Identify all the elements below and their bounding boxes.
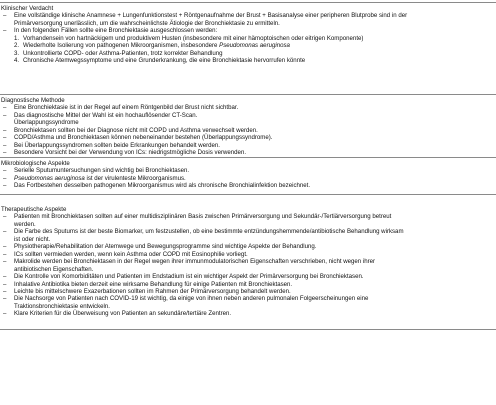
bullet-item: – Eine Bronchiektasie ist in der Regel auf einem Röntgenbild der Brust nicht sichtbar. xyxy=(0,104,496,111)
section-klinischer-verdacht xyxy=(0,5,496,65)
section-divider xyxy=(0,194,496,195)
section-divider xyxy=(0,94,496,95)
bullet-item: – COPD/Asthma und Bronchiektasen können nebeneinander bestehen (Überlappungssyndrome). xyxy=(0,134,496,141)
organism-name-italic: Pseudomonas aeruginosa xyxy=(14,174,85,182)
bullet-item: – Inhalative Antibiotika bieten derzeit eine wirksame Behandlung für einige Patienten mit Bronchiektasen. xyxy=(0,281,496,288)
bullet-item: – Eine vollständige klinische Anamnese + Lungenfunktionstest + Röntgenaufnahme der Brust + Basisanalyse einer peripheren Blutprobe sind in der xyxy=(0,12,496,19)
section-heading: Mikrobiologische Aspekte xyxy=(1,160,70,167)
item-text: Vorhandensein von hartnäckigem und produktivem Husten (insbesondere mit einer hämoptoischen oder eitrigen Komponente) xyxy=(23,34,364,42)
item-text: Unkontrollierte COPD- oder Asthma-Patienten, trotz korrekter Behandlung xyxy=(23,49,223,57)
continuation-line: Primärversorgung unerlässlich, um die wahrscheinlichste Ätiologie der Bronchiektasie zu ermitteln. xyxy=(14,19,280,27)
bullet-item: – Besondere Vorsicht bei der Verwendung von ICs: niedrigstmögliche Dosis verwenden. xyxy=(0,149,496,156)
item-number: 3. xyxy=(14,49,20,57)
item-number: 4. xyxy=(14,57,20,65)
section-diagnostische-methode xyxy=(0,97,496,157)
section-mikrobiologische-aspekte xyxy=(0,160,496,190)
item-text: ist der virulenteste Mikroorganismus. xyxy=(84,174,186,182)
bullet-item: – Bronchiektasen sollten bei der Diagnose nicht mit COPD und Asthma verwechselt werden. xyxy=(0,127,496,134)
item-number: 1. xyxy=(14,34,20,42)
continuation-line: werden. xyxy=(14,220,36,228)
bullet-item: – In den folgenden Fällen sollte eine Bronchiektasie ausgeschlossen werden: xyxy=(0,27,496,34)
bullet-item: – Das diagnostische Mittel der Wahl ist ein hochauflösender CT-Scan. xyxy=(0,112,496,119)
section-heading: Klinischer Verdacht xyxy=(1,5,54,12)
numbered-item xyxy=(0,35,496,42)
numbered-item xyxy=(0,50,496,57)
continuation-line: Überlappungssyndrome xyxy=(14,119,79,127)
bullet-item: – Leichte bis mittelschwere Exazerbationen sollten im Rahmen der Primärversorgung behandelt werden. xyxy=(0,288,496,295)
bullet-item: – ICs sollten vermieden werden, wenn kein Asthma oder COPD mit Eosinophilie vorliegt. xyxy=(0,251,496,258)
item-number: 2. xyxy=(14,42,20,50)
section-therapeutische-aspekte xyxy=(0,206,496,318)
bullet-item: – Die Kontrolle von Komorbiditäten und Patienten im Endstadium ist ein wichtiger Aspekt der Primärversorgung bei Bronchiektasen. xyxy=(0,273,496,280)
continuation-line: antibiotischen Eigenschaften. xyxy=(14,265,94,273)
top-rule xyxy=(0,2,496,3)
section-heading: Diagnostische Methode xyxy=(1,97,65,104)
bullet-item: – Makrolide werden bei Bronchiektasen in der Regel wegen ihrer immunmodulatorischen Eigenschaften verschrieben, nicht wegen ihrer xyxy=(0,258,496,265)
bullet-item: – Bei Überlappungssyndromen sollten beide Erkrankungen behandelt werden. xyxy=(0,142,496,149)
bullet-item: – Die Farbe des Sputums ist der beste Biomarker, um festzustellen, ob eine bestimmte entzündungshemmende/antibiotische Behandlung wirksam xyxy=(0,228,496,235)
item-text: Chronische Atemwegssymptome und eine Grunderkrankung, die eine Bronchiektasie hervorrufen könnte xyxy=(23,57,306,65)
bullet-item: – Physiotherapie/Rehabilitation der Atemwege und Bewegungsprogramme sind wichtige Aspekte der Behandlung. xyxy=(0,243,496,250)
organism-name-italic: Pseudomonas aeruginosa xyxy=(219,42,290,50)
section-divider xyxy=(0,157,496,158)
numbered-item xyxy=(0,57,496,64)
numbered-item xyxy=(0,42,496,49)
bullet-item: – Patienten mit Bronchiektasen sollten auf einer multidisziplinären Basis zwischen Primärversorgung und Sekundär-/Tertiärversorgung betreut xyxy=(0,213,496,220)
bottom-rule xyxy=(0,329,496,330)
bullet-item: – Klare Kriterien für die Überweisung von Patienten an sekundäre/tertiäre Zentren. xyxy=(0,310,496,317)
bullet-item: – Das Fortbestehen desselben pathogenen Mikroorganismus wird als chronische Bronchialinfektion bezeichnet. xyxy=(0,182,496,189)
continuation-line: ist oder nicht. xyxy=(14,235,51,243)
bullet-item: – Die Nachsorge von Patienten nach COVID-19 ist wichtig, da einige von ihnen neben anderen pulmonalen Folgeerscheinungen eine xyxy=(0,295,496,302)
bullet-item xyxy=(0,175,496,182)
bullet-item: – Serielle Sputumuntersuchungen sind wichtig bei Bronchiektasen. xyxy=(0,167,496,174)
section-heading: Therapeutische Aspekte xyxy=(1,206,67,213)
item-text: Wiederholte Isolierung von pathogenen Mikroorganismen, insbesondere xyxy=(23,42,220,50)
continuation-line: Traktionsbronchiektasie entwickeln. xyxy=(14,302,110,310)
